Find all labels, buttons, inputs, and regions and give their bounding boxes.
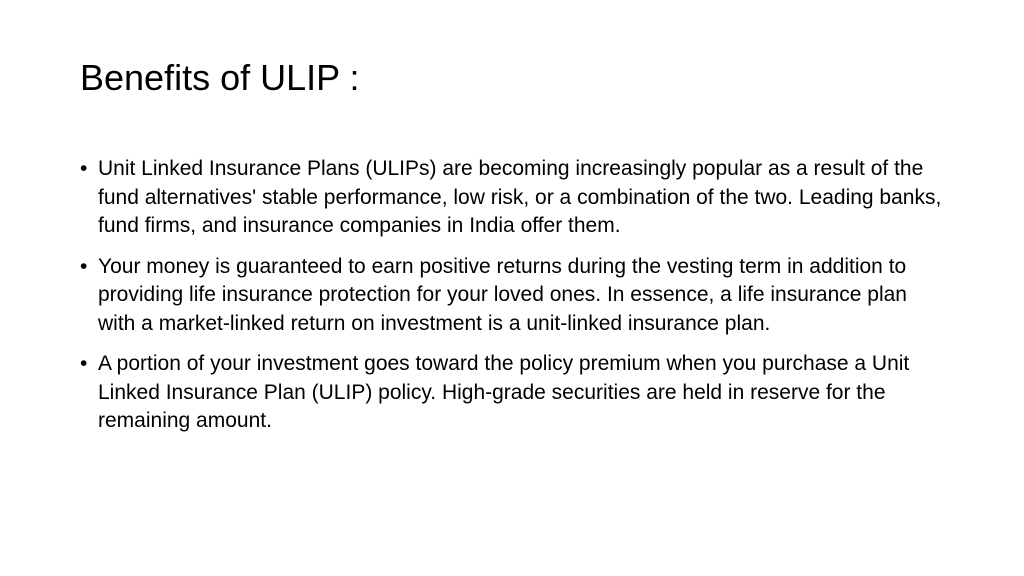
bullet-item [80, 350, 950, 436]
bullet-icon: • [80, 254, 88, 278]
bullet-text: A portion of your investment goes toward the policy premium when you purchase a Unit Linked Insurance Plan (ULIP) policy. High-grade securities are held in reserve for the remaining amount. [98, 352, 910, 432]
bullet-item [80, 253, 950, 339]
bullet-item [80, 155, 950, 241]
bullet-icon: • [80, 352, 88, 375]
bullet-icon: • [80, 157, 88, 180]
bullet-list [80, 155, 950, 448]
bullet-text: Your money is guaranteed to earn positive returns during the vesting term in addition to providing life insurance protection for your loved ones. In essence, a life insurance plan with a market-linked return on investment is a unit-linked insurance plan. [98, 254, 907, 335]
slide-title: Benefits of ULIP : [80, 57, 360, 98]
bullet-text: Unit Linked Insurance Plans (ULIPs) are becoming increasingly popular as a result of the fund alternatives' stable performance, low risk, or a combination of the two. Leading banks, fund firms, and insurance companies in India offer them. [98, 157, 942, 237]
